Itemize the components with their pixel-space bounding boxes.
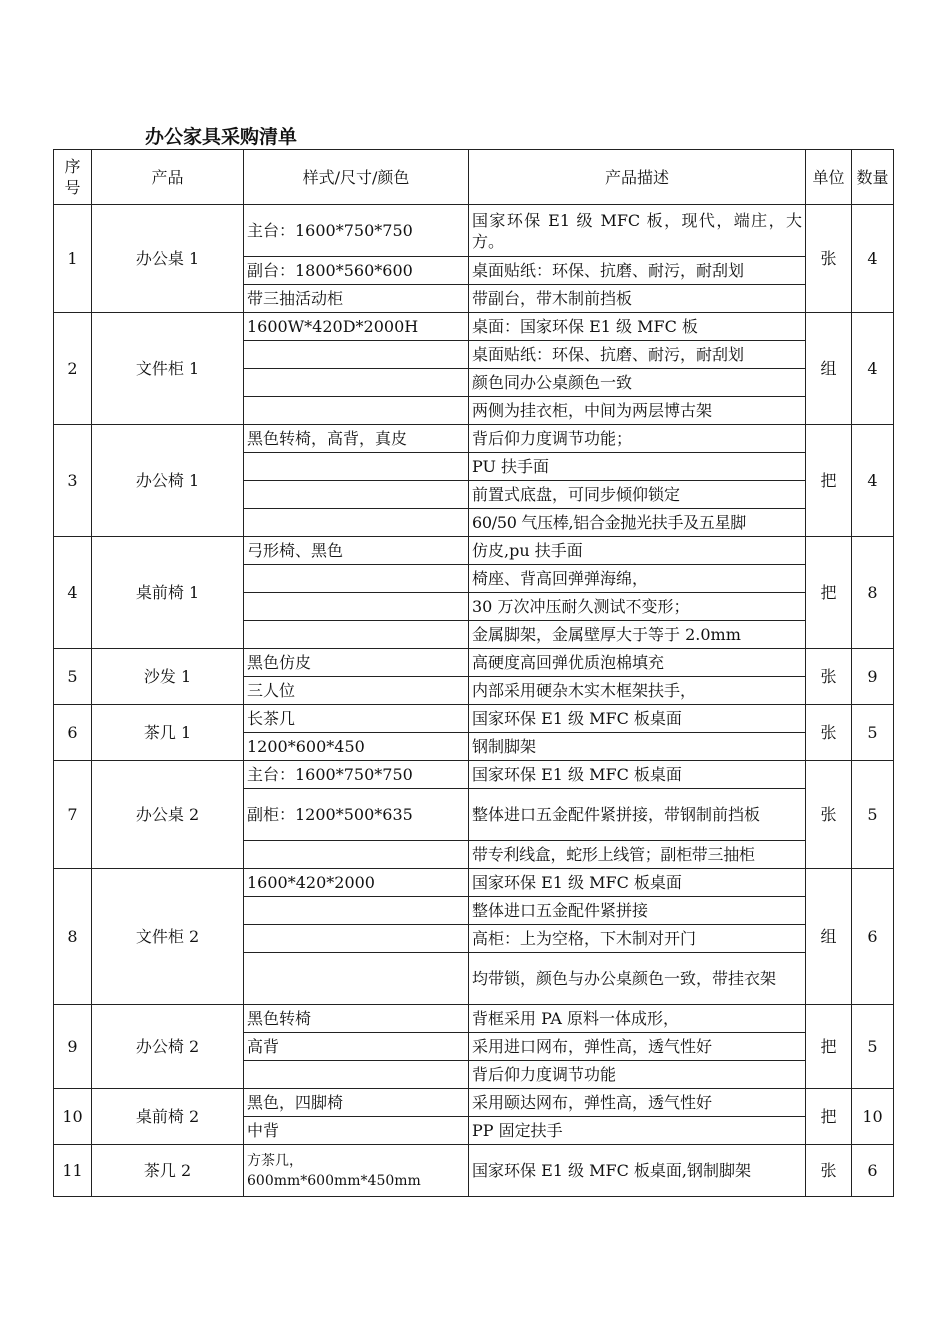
item-unit: 把 (806, 1005, 852, 1089)
item-desc: 背后仰力度调节功能 (469, 1061, 806, 1089)
item-desc: 30 万次冲压耐久测试不变形； (469, 593, 806, 621)
item-desc: 采用进口网布，弹性高，透气性好 (469, 1033, 806, 1061)
item-desc: 金属脚架，金属壁厚大于等于 2.0mm (469, 621, 806, 649)
item-no: 5 (54, 649, 92, 705)
item-qty: 9 (852, 649, 894, 705)
item-spec (244, 925, 469, 953)
item-qty: 4 (852, 205, 894, 313)
header-qty: 数量 (852, 150, 894, 205)
item-desc: 采用颐达网布，弹性高，透气性好 (469, 1089, 806, 1117)
item-qty: 8 (852, 537, 894, 649)
item-qty: 5 (852, 705, 894, 761)
item-spec (244, 565, 469, 593)
table-row (54, 205, 894, 257)
item-desc: 颜色同办公桌颜色一致 (469, 369, 806, 397)
item-product: 文件柜 1 (92, 313, 244, 425)
header-row (54, 150, 894, 205)
item-spec: 弓形椅、黑色 (244, 537, 469, 565)
table-row (54, 869, 894, 897)
item-no: 7 (54, 761, 92, 869)
item-product: 办公椅 1 (92, 425, 244, 537)
item-desc: PP 固定扶手 (469, 1117, 806, 1145)
item-unit: 张 (806, 1145, 852, 1197)
item-unit: 张 (806, 649, 852, 705)
item-spec (244, 341, 469, 369)
item-unit: 张 (806, 705, 852, 761)
item-spec: 黑色转椅 (244, 1005, 469, 1033)
item-spec: 方茶几，600mm*600mm*450mm (244, 1145, 469, 1197)
item-product: 文件柜 2 (92, 869, 244, 1005)
item-desc: 国家环保 E1 级 MFC 板，现代，端庄，大方。 (469, 205, 806, 257)
item-desc: 桌面：国家环保 E1 级 MFC 板 (469, 313, 806, 341)
item-product: 办公椅 2 (92, 1005, 244, 1089)
item-desc: 高硬度高回弹优质泡棉填充 (469, 649, 806, 677)
item-desc: PU 扶手面 (469, 453, 806, 481)
item-desc: 带副台，带木制前挡板 (469, 285, 806, 313)
item-spec: 长茶几 (244, 705, 469, 733)
item-spec: 副台：1800*560*600 (244, 257, 469, 285)
item-qty: 10 (852, 1089, 894, 1145)
table-row (54, 1145, 894, 1197)
item-desc: 国家环保 E1 级 MFC 板桌面,钢制脚架 (469, 1145, 806, 1197)
item-unit: 把 (806, 425, 852, 537)
item-qty: 5 (852, 761, 894, 869)
item-spec (244, 841, 469, 869)
table-row (54, 1089, 894, 1117)
item-unit: 张 (806, 205, 852, 313)
item-product: 桌前椅 2 (92, 1089, 244, 1145)
item-qty: 6 (852, 869, 894, 1005)
item-spec: 主台：1600*750*750 (244, 761, 469, 789)
item-desc: 桌面贴纸：环保、抗磨、耐污，耐刮划 (469, 341, 806, 369)
item-no: 6 (54, 705, 92, 761)
item-desc: 60/50 气压棒,铝合金抛光扶手及五星脚 (469, 509, 806, 537)
table-row (54, 537, 894, 565)
item-spec (244, 953, 469, 1005)
document-title: 办公家具采购清单 (145, 126, 298, 148)
item-product: 沙发 1 (92, 649, 244, 705)
item-unit: 张 (806, 761, 852, 869)
item-qty: 6 (852, 1145, 894, 1197)
item-no: 11 (54, 1145, 92, 1197)
item-spec (244, 621, 469, 649)
item-unit: 把 (806, 537, 852, 649)
item-spec (244, 593, 469, 621)
header-desc: 产品描述 (469, 150, 806, 205)
item-product: 茶几 1 (92, 705, 244, 761)
table-row (54, 425, 894, 453)
item-no: 3 (54, 425, 92, 537)
table-row (54, 649, 894, 677)
item-product: 办公桌 1 (92, 205, 244, 313)
item-desc: 内部采用硬杂木实木框架扶手， (469, 677, 806, 705)
item-spec: 黑色转椅，高背，真皮 (244, 425, 469, 453)
item-desc: 整体进口五金配件紧拼接 (469, 897, 806, 925)
item-unit: 组 (806, 313, 852, 425)
item-desc: 钢制脚架 (469, 733, 806, 761)
header-spec: 样式/尺寸/颜色 (244, 150, 469, 205)
item-spec (244, 481, 469, 509)
header-unit: 单位 (806, 150, 852, 205)
item-desc: 带专利线盒，蛇形上线管；副柜带三抽柜 (469, 841, 806, 869)
item-desc: 国家环保 E1 级 MFC 板桌面 (469, 705, 806, 733)
item-desc: 两侧为挂衣柜，中间为两层博古架 (469, 397, 806, 425)
item-spec (244, 369, 469, 397)
item-no: 8 (54, 869, 92, 1005)
item-no: 1 (54, 205, 92, 313)
item-desc: 仿皮,pu 扶手面 (469, 537, 806, 565)
item-spec: 黑色，四脚椅 (244, 1089, 469, 1117)
item-product: 办公桌 2 (92, 761, 244, 869)
item-desc: 桌面贴纸：环保、抗磨、耐污，耐刮划 (469, 257, 806, 285)
item-desc: 国家环保 E1 级 MFC 板桌面 (469, 869, 806, 897)
item-qty: 5 (852, 1005, 894, 1089)
item-no: 10 (54, 1089, 92, 1145)
item-spec: 带三抽活动柜 (244, 285, 469, 313)
table-row (54, 1005, 894, 1033)
item-desc: 整体进口五金配件紧拼接，带钢制前挡板 (469, 789, 806, 841)
table-row (54, 761, 894, 789)
item-spec: 高背 (244, 1033, 469, 1061)
item-spec (244, 453, 469, 481)
header-product: 产品 (92, 150, 244, 205)
item-spec (244, 897, 469, 925)
item-spec: 黑色仿皮 (244, 649, 469, 677)
item-unit: 把 (806, 1089, 852, 1145)
item-no: 9 (54, 1005, 92, 1089)
header-no: 序号 (54, 150, 92, 205)
item-qty: 4 (852, 425, 894, 537)
item-spec: 1600W*420D*2000H (244, 313, 469, 341)
item-desc: 背后仰力度调节功能； (469, 425, 806, 453)
item-desc: 前置式底盘，可同步倾仰锁定 (469, 481, 806, 509)
item-spec (244, 509, 469, 537)
table-row (54, 313, 894, 341)
item-spec (244, 397, 469, 425)
item-spec: 中背 (244, 1117, 469, 1145)
item-spec: 1200*600*450 (244, 733, 469, 761)
item-spec: 主台：1600*750*750 (244, 205, 469, 257)
item-desc: 背框采用 PA 原料一体成形， (469, 1005, 806, 1033)
item-desc: 椅座、背高回弹弹海绵， (469, 565, 806, 593)
item-product: 茶几 2 (92, 1145, 244, 1197)
item-desc: 国家环保 E1 级 MFC 板桌面 (469, 761, 806, 789)
item-spec: 1600*420*2000 (244, 869, 469, 897)
item-no: 2 (54, 313, 92, 425)
item-desc: 均带锁，颜色与办公桌颜色一致，带挂衣架 (469, 953, 806, 1005)
item-spec: 三人位 (244, 677, 469, 705)
item-qty: 4 (852, 313, 894, 425)
item-no: 4 (54, 537, 92, 649)
procurement-table (53, 149, 894, 1197)
item-spec: 副柜：1200*500*635 (244, 789, 469, 841)
item-product: 桌前椅 1 (92, 537, 244, 649)
table-row (54, 705, 894, 733)
item-desc: 高柜：上为空格，下木制对开门 (469, 925, 806, 953)
item-unit: 组 (806, 869, 852, 1005)
item-spec (244, 1061, 469, 1089)
